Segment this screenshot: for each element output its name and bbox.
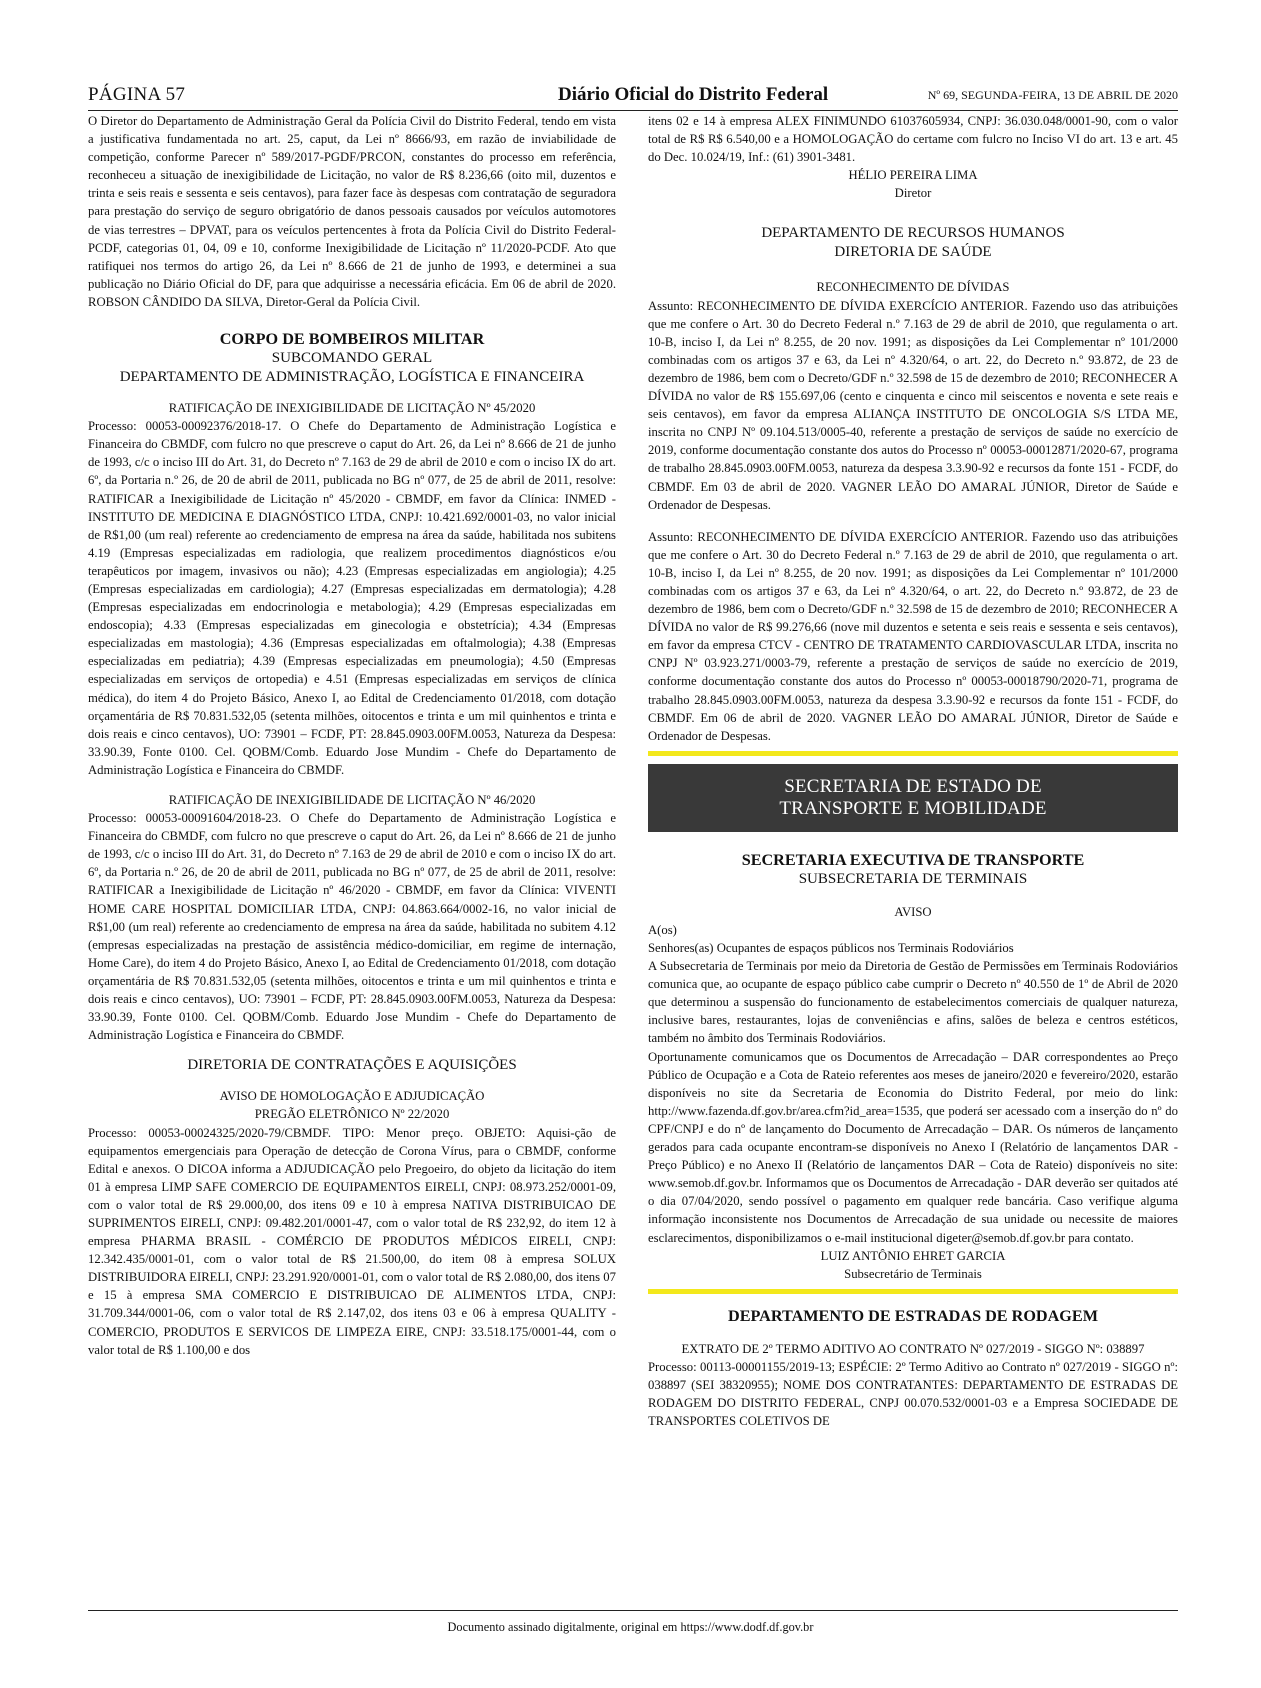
banner-line-1: SECRETARIA DE ESTADO DE <box>784 775 1042 797</box>
pregao-number: PREGÃO ELETRÔNICO Nº 22/2020 <box>254 1107 450 1122</box>
left-column <box>88 112 616 1607</box>
signature-role: Diretor <box>894 186 932 201</box>
spacer <box>648 514 1178 528</box>
debts-title: RECONHECIMENTO DE DÍVIDAS <box>816 280 1010 295</box>
ratification-46-body: Processo: 00053-00091604/2018-23. O Chefe do Departamento de Administração Logística e Financeira do CBMDF, com fulcro no que prescreve o caput do Art. 26, da Lei nº 8.666 de 21 de junho de 1993, c/c o inciso III do Art. 31, do Decreto nº 7.163 de 29 de abril de 2010 e com o inciso IX do art. 6º, da Portaria n.º 26, de 20 de abril de 2011, publicada no BG nº 077, de 25 de abril de 2011, resolve: RATIFICAR a Inexigibilidade de Licitação nº 46/2020 - CBMDF, em favor da Clínica: VIVENTI HOME CARE HOSPITAL DOMICILIAR LTDA, CNPJ: 04.863.664/0002-16, no valor inicial de R$1,00 (um real) referente ao credenciamento de empresa na área da saúde, habilitada no subitem 4.12 (empresas especializadas na prestação de assistência médico-domiciliar, em regime de internação, Home Care), do item 4 do Projeto Básico, Anexo I, ao Edital de Credenciamento 01/2018, com dotação orçamentária de R$ 70.831.532,05 (setenta milhões, oitocentos e trinta e um mil quinhentos e trinta e dois reais e cinco centavos), UO: 73901 – FCDF, PT: 28.845.0903.00FM.0053, Natureza da Despesa: 33.90.39, Fonte 0100. Cel. QOBM/Comb. Eduardo Jose Mundim - Chefe do Departamento de Administração Logística e Financeira do CBMDF. <box>88 811 616 1043</box>
footer-divider <box>88 1610 1178 1611</box>
banner-line-2: TRANSPORTE E MOBILIDADE <box>779 797 1047 819</box>
extrato-body: Processo: 00113-00001155/2019-13; ESPÉCIE: 2º Termo Aditivo ao Contrato nº 027/2019 - SIGGO nº: 038897 (SEI 38320955); NOME DOS CONTRATANTES: DEPARTAMENTO DE ESTRADAS DE RODAGEM DO DISTRITO FEDERAL, CNPJ 00.070.532/0001-03 e a Empresa SOCIEDADE DE TRANSPORTES COLETIVOS DE <box>648 1359 1178 1429</box>
signature-role-2: Subsecretário de Terminais <box>844 1266 982 1281</box>
der-heading: DEPARTAMENTO DE ESTRADAS DE RODAGEM <box>728 1306 1098 1325</box>
aviso-paragraph-2: Oportunamente comunicamos que os Documentos de Arrecadação – DAR correspondentes ao Preço Público de Ocupação e a Cota de Rateio referentes aos meses de janeiro/2020 e fevereiro/2020, estarão disponíveis no site da Secretaria de Economia do Distrito Federal, por meio do link: http://www.fazenda.df.gov.br/area.cfm?id_area=1535, que poderá ser acessado com a inserção do nº do CPF/CNPJ e do nº de lançamento do Documento de Arrecadação – DAR. Os números de lançamento gerados para cada ocupante encontram-se disponíveis no Anexo I (Relatório de lançamentos DAR - Preço Público) e no Anexo II (Relatório de lançamentos DAR – Cota de Rateio) disponíveis no site: www.semob.df.gov.br. Informamos que os Documentos de Arrecadação - DAR deverão ser quitados até o dia 07/04/2020, sendo possível o pagamento em qualquer rede bancária. Caso verifique alguma informação inconsistente nos Documentos de Arrecadação de sua unidade ou necessite de maiores esclarecimentos, disponibilizamos o e-mail institucional digeter@semob.df.gov.br para contato. <box>648 1049 1178 1245</box>
debt-paragraph-2: Assunto: RECONHECIMENTO DE DÍVIDA EXERCÍCIO ANTERIOR. Fazendo uso das atribuições que me confere o Art. 30 do Decreto Federal n.º 7.163 de 29 de abril de 2010, que regulamenta o art. 10-B, inciso I, da Lei nº 8.255, de 20 nov. 1991; as disposições da Lei Complementar nº 101/2000 combinadas com os artigos 37 e 63, da Lei nº 4.320/64, o art. 22, do Decreto n.º 93.872, de 23 de dezembro de 1986, bem com o Decreto/GDF n.º 32.598 de 15 de dezembro de 2010; RECONHECER A DÍVIDA no valor de R$ 99.276,66 (nove mil duzentos e setenta e seis reais e sessenta e seis centavos), em favor da empresa CTCV - CENTRO DE TRATAMENTO CARDIOVASCULAR LTDA, inscrita no CNPJ Nº 03.923.271/0003-79, referente a prestação de serviços de saúde no exercício de 2019, conforme documentação constante dos autos do Processo nº 00053-00018790/2020-71, programa de trabalho 28.845.0903.00FM.0053, natureza da despesa 3.3.90-92 e recursos da fonte 151 - FCDF, do CBMDF. Em 06 de abril de 2020. VAGNER LEÃO DO AMARAL JÚNIOR, Diretor de Saúde e Ordenador de Despesas. <box>648 529 1178 743</box>
signature-name-2: LUIZ ANTÔNIO EHRET GARCIA <box>820 1248 1006 1263</box>
set-heading: SECRETARIA EXECUTIVA DE TRANSPORTE <box>741 850 1085 869</box>
ratification-46-title: RATIFICAÇÃO DE INEXIGIBILIDADE DE LICITAÇÃO Nº 46/2020 <box>168 793 536 807</box>
homologation-continuation: itens 02 e 14 à empresa ALEX FINIMUNDO 61037605934, CNPJ: 36.030.048/0001-90, com o valor total de R$ R$ 6.540,00 e a HOMOLOGAÇÃO do certame com fulcro no Inciso VI do art. 13 e art. 45 do Dec. 10.024/19, Inf.: (61) 3901-3481. <box>648 114 1178 165</box>
issue-date: Nº 69, SEGUNDA-FEIRA, 13 DE ABRIL DE 2020 <box>927 88 1178 102</box>
homologation-title: AVISO DE HOMOLOGAÇÃO E ADJUDICAÇÃO <box>219 1089 485 1104</box>
drh-subheading: DIRETORIA DE SAÚDE <box>834 244 992 261</box>
page-number: PÁGINA 57 <box>88 84 186 105</box>
pcdf-paragraph: O Diretor do Departamento de Administração Geral da Polícia Civil do Distrito Federal, tendo em vista a justificativa fundamentada no art. 25, caput, da Lei nº 8666/93, em razão de inviabilidade de competição, conforme Parecer nº 589/2017-PGDF/PRCON, constantes do processo em referência, reconheceu a situação de inexigibilidade de Licitação, no valor de R$ 8.236,66 (oito mil, duzentos e trinta e seis reais e sessenta e seis centavos), para fazer face às despesas com contratação de seguradora para prestação do serviço de seguro obrigatório de danos pessoais causados por veículos automotores de vias terrestres – DPVAT, para os veículos pertencentes à frota da Polícia Civil do Distrito Federal-PCDF, categorias 01, 04, 09 e 10, conforme Inexigibilidade de Licitação nº 11/2020-PCDF. Ato que ratifiquei nos termos do artigo 26, da Lei nº 8.666 de 21 de junho de 1993, e determinei a sua publicação no Diário Oficial do DF, para que adquirisse a necessária eficácia. Em 06 de abril de 2020. ROBSON CÂNDIDO DA SILVA, Diretor-Geral da Polícia Civil. <box>88 114 616 309</box>
debt-paragraph-1: Assunto: RECONHECIMENTO DE DÍVIDA EXERCÍCIO ANTERIOR. Fazendo uso das atribuições que me confere o Art. 30 do Decreto Federal n.º 7.163 de 29 de abril de 2010, que regulamenta o art. 10-B, inciso I, da Lei nº 8.255, de 20 nov. 1991; as disposições da Lei Complementar nº 101/2000 combinadas com os artigos 37 e 63, da Lei nº 4.320/64, o art. 22, do Decreto n.º 93.872, de 23 de dezembro de 1986, bem com o Decreto/GDF n.º 32.598 de 15 de dezembro de 2010; RECONHECER A DÍVIDA no valor de R$ 155.697,06 (cento e cinquenta e cinco mil seiscentos e noventa e sete reais e seis centavos), em favor da empresa ALIANÇA INSTITUTO DE ONCOLOGIA S/S LTDA ME, inscrita no CNPJ Nº 09.104.513/0005-40, referente a prestação de serviços de saúde no exercício de 2019, conforme documentação constante dos autos do Processo nº 00053-00012871/2020-67, programa de trabalho 28.845.0903.00FM.0053, natureza da despesa 3.3.90-92 e recursos da fonte 151 - FCDF, do CBMDF. Em 03 de abril de 2020. VAGNER LEÃO DO AMARAL JÚNIOR, Diretor de Saúde e Ordenador de Despesas. <box>648 298 1178 512</box>
right-column <box>648 112 1178 1607</box>
ratification-45-body: Processo: 00053-00092376/2018-17. O Chefe do Departamento de Administração Logística e Financeira do CBMDF, com fulcro no que prescreve o caput do Art. 26, da Lei nº 8.666 de 21 de junho de 1993, c/c o inciso III do Art. 31, do Decreto nº 7.163 de 29 de abril de 2010 e com o inciso IX do art. 6º, da Portaria n.º 26, de 20 de abril de 2011, publicada no BG nº 077, de 25 de abril de 2011, resolve: RATIFICAR a Inexigibilidade de Licitação nº 45/2020 - CBMDF, em favor da Clínica: INMED - INSTITUTO DE MEDICINA E DIAGNÓSTICO LTDA, CNPJ: 10.421.692/0001-03, no valor inicial de R$1,00 (um real) referente ao credenciamento de empresa na área da saúde, habilitada nos subitens 4.19 (Empresas especializadas em radiologia, que realizem procedimentos diagnósticos e/ou terapêuticos por imagem, invasivos ou não); 4.23 (Empresas especializadas em angiologia); 4.25 (Empresas especializadas em cardiologia); 4.27 (Empresas especializadas em dermatologia); 4.28 (Empresas especializadas em endocrinologia e metabologia); 4.29 (Empresas especializadas em endoscopia); 4.33 (Empresas especializadas em ginecologia e obstetrícia); 4.34 (Empresas especializadas em mastologia); 4.36 (Empresas especializadas em oftalmologia); 4.38 (Empresas especializadas em pediatria); 4.39 (Empresas especializadas em pneumologia); 4.50 (Empresas especializadas em serviços de ortopedia) e 4.51 (Empresas especializadas em serviços de clínica médica), do item 4 do Projeto Básico, Anexo I, ao Edital de Credenciamento 01/2018, com dotação orçamentária de R$ 70.831.532,05 (setenta milhões, oitocentos e trinta e um mil quinhentos e trinta e dois reais e cinco centavos), UO: 73901 – FCDF, PT: 28.845.0903.00FM.0053, Natureza da Despesa: 33.90.39, Fonte 0100. Cel. QOBM/Comb. Eduardo Jose Mundim - Chefe do Departamento de Administração Logística e Financeira do CBMDF. <box>88 419 616 777</box>
addressee: Senhores(as) Ocupantes de espaços públicos nos Terminais Rodoviários <box>648 941 1014 955</box>
extrato-title: EXTRATO DE 2º TERMO ADITIVO AO CONTRATO Nº 027/2019 - SIGGO Nº: 038897 <box>681 1341 1145 1356</box>
set-subheading: SUBSECRETARIA DE TERMINAIS <box>798 870 1028 887</box>
aviso-title: AVISO <box>894 904 932 919</box>
aviso-paragraph-1: A Subsecretaria de Terminais por meio da Diretoria de Gestão de Permissões em Terminais Rodoviários comunica que, ao ocupante de espaço público cabe cumprir o Decreto nº 40.550 de 1º de Abril de 2020 que determinou a suspensão do funcionamento de estabelecimentos comerciais de qualquer natureza, inclusive bares, restaurantes, lojas de conveniências e afins, salões de beleza e centros estéticos, também no âmbito dos Terminais Rodoviários. <box>648 959 1178 1046</box>
secretariat-banner <box>648 764 1178 832</box>
highlighted-notice-box <box>648 751 1178 1294</box>
cbm-department: DEPARTAMENTO DE ADMINISTRAÇÃO, LOGÍSTICA E FINANCEIRA <box>119 369 585 386</box>
addressee-prefix: A(os) <box>648 922 677 937</box>
page-header <box>88 84 1178 111</box>
cbm-subheading: SUBCOMANDO GERAL <box>271 350 433 367</box>
page-footer: Documento assinado digitalmente, original em https://www.dodf.df.gov.br <box>447 1620 814 1634</box>
dca-heading: DIRETORIA DE CONTRATAÇÕES E AQUISIÇÕES <box>187 1057 517 1074</box>
signature-name: HÉLIO PEREIRA LIMA <box>848 168 978 183</box>
cbm-heading: CORPO DE BOMBEIROS MILITAR <box>219 330 485 349</box>
drh-heading: DEPARTAMENTO DE RECURSOS HUMANOS <box>761 225 1065 242</box>
ratification-45-title: RATIFICAÇÃO DE INEXIGIBILIDADE DE LICITAÇÃO Nº 45/2020 <box>168 401 536 416</box>
newspaper-title: Diário Oficial do Distrito Federal <box>558 84 829 105</box>
homologation-body: Processo: 00053-00024325/2020-79/CBMDF. TIPO: Menor preço. OBJETO: Aquisi-ção de equipamentos emergenciais para Operação de detecção de Corona Vírus, para o CBMDF, conforme Edital e anexos. O DICOA informa a ADJUDICAÇÃO pelo Pregoeiro, do objeto da licitação do item 01 à empresa LIMP SAFE COMERCIO DE EQUIPAMENTOS EIRELI, CNPJ: 08.973.252/0001-09, com o valor total de R$ 29.000,00, dos itens 09 e 10 à empresa NATIVA DISTRIBUICAO DE SUPRIMENTOS EIRELI, CNPJ: 09.482.201/0001-47, com o valor total de R$ 232,92, do item 12 à empresa PHARMA BRASIL - COMÉRCIO DE PRODUTOS MÉDICOS EIRELI, CNPJ: 12.342.435/0001-01, com o valor total de R$ 21.500,00, do item 08 à empresa SOLUX DISTRIBUIDORA EIRELI, CNPJ: 23.291.920/0001-01, com o valor total de R$ 2.080,00, dos itens 07 e 15 à empresa SMA COMERCIO E DISTRIBUICAO DE ALIMENTOS LTDA, CNPJ: 31.709.344/0001-06, com o valor total de R$ 2.147,02, dos itens 03 e 06 à empresa QUALITY - COMERCIO, PRODUTOS E SERVICOS DE LIMPEZA EIRE, CNPJ: 33.518.175/0001-44, com o valor total de R$ 1.100,00 e dos <box>88 1125 616 1357</box>
